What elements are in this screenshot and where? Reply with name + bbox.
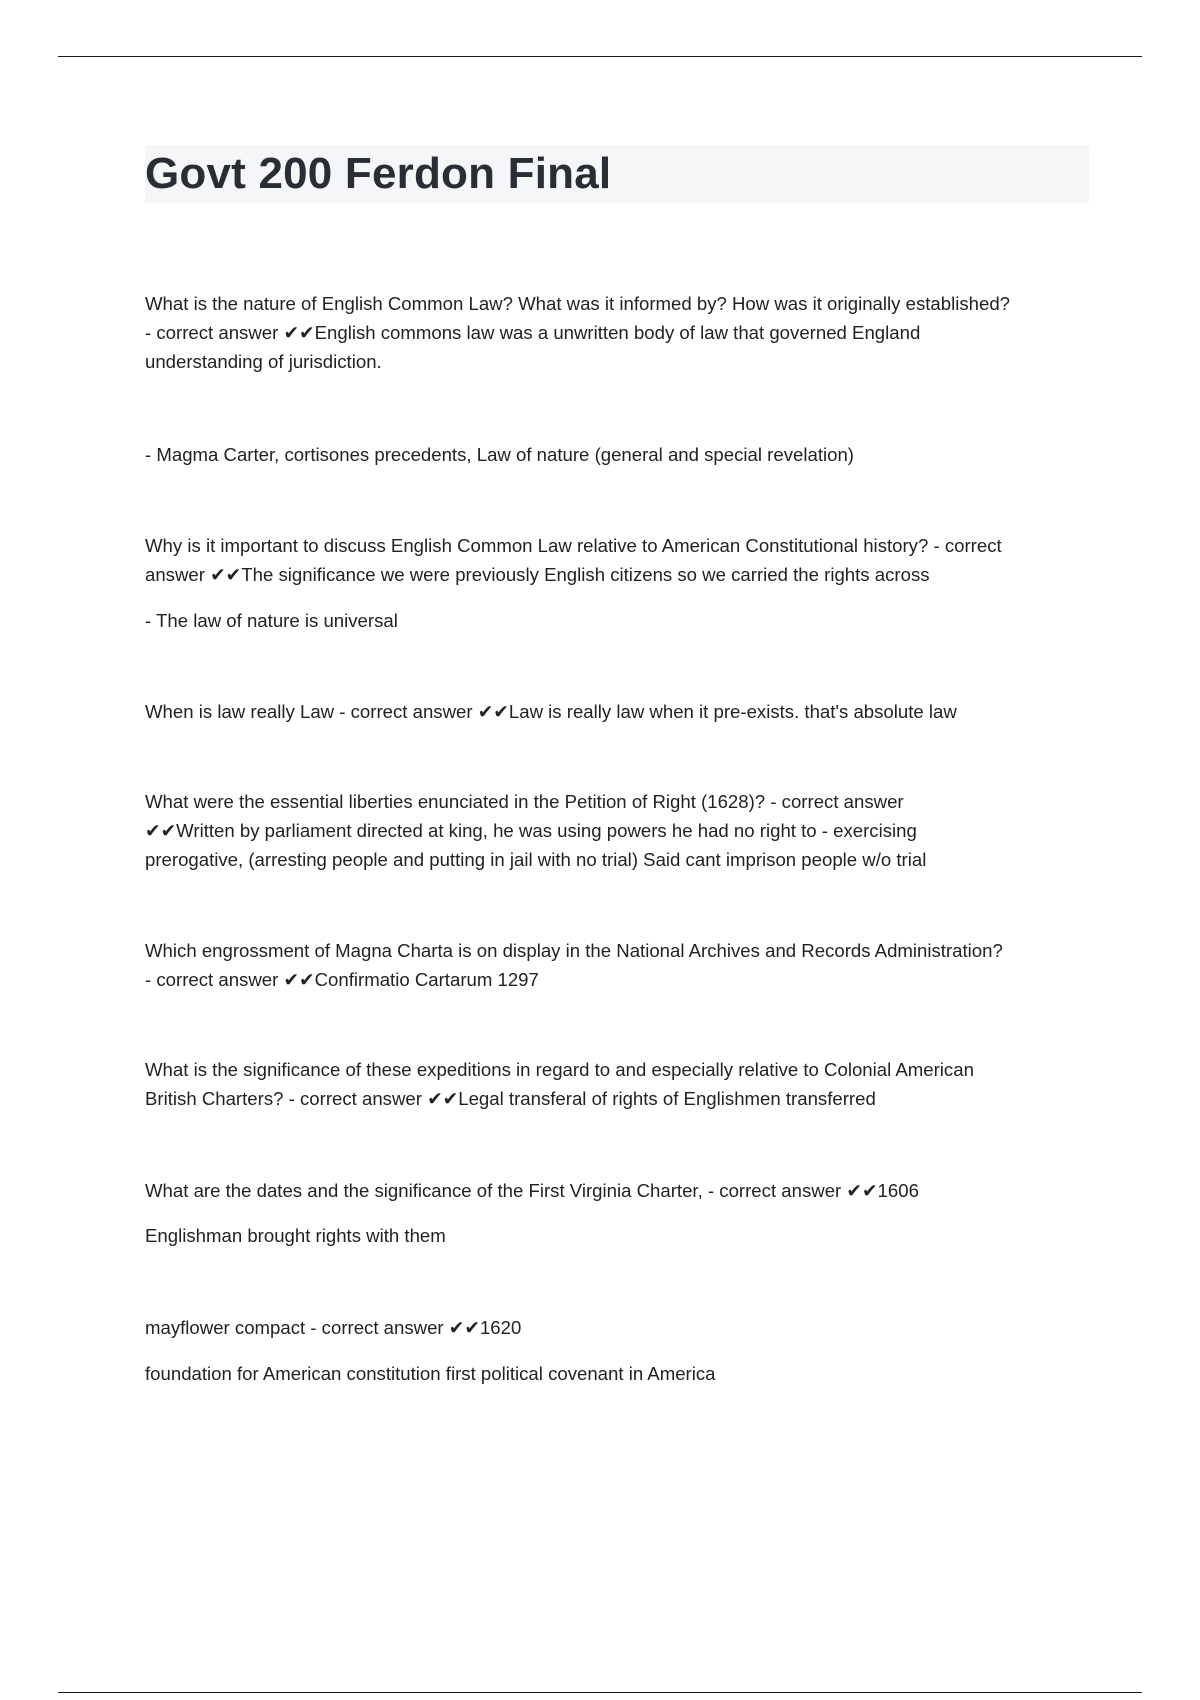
footer-rule bbox=[58, 1692, 1142, 1693]
qa-paragraph-7: Which engrossment of Magna Charta is on display in the National Archives and Records Administration? - correct answer ✔✔Confirmatio Cartarum 1297 bbox=[145, 940, 1003, 990]
qa-paragraph-12: foundation for American constitution first political covenant in America bbox=[145, 1363, 716, 1384]
qa-paragraph-11: mayflower compact - correct answer ✔✔1620 bbox=[145, 1317, 522, 1338]
qa-paragraph-6: What were the essential liberties enunciated in the Petition of Right (1628)? - correct answer ✔✔Written by parliament directed at king, he was using powers he had no right to - exercising prerogative, (arresting people and putting in jail with no trial) Said cant imprison people w/o trial bbox=[145, 791, 927, 870]
qa-paragraph-4: - The law of nature is universal bbox=[145, 610, 398, 631]
qa-paragraph-2: - Magma Carter, cortisones precedents, Law of nature (general and special revelation) bbox=[145, 444, 854, 465]
qa-paragraph-8: What is the significance of these expeditions in regard to and especially relative to Colonial American British Charters? - correct answer ✔✔Legal transferal of rights of Englishmen transferred bbox=[145, 1059, 974, 1109]
header-rule bbox=[58, 56, 1142, 57]
qa-paragraph-9: What are the dates and the significance of the First Virginia Charter, - correct answer ✔✔1606 bbox=[145, 1180, 919, 1201]
qa-paragraph-10: Englishman brought rights with them bbox=[145, 1225, 446, 1246]
qa-paragraph-1: What is the nature of English Common Law? What was it informed by? How was it originally established? - correct answer ✔✔English commons law was a unwritten body of law that governed England understanding of jurisdiction. bbox=[145, 293, 1011, 372]
qa-paragraph-5: When is law really Law - correct answer ✔✔Law is really law when it pre-exists. that's absolute law bbox=[145, 701, 957, 722]
qa-paragraph-3: Why is it important to discuss English Common Law relative to American Constitutional history? - correct answer ✔✔The significance we were previously English citizens so we carried the rights across bbox=[145, 535, 1002, 585]
title-banner bbox=[145, 145, 1089, 203]
page-title: Govt 200 Ferdon Final bbox=[145, 149, 612, 198]
